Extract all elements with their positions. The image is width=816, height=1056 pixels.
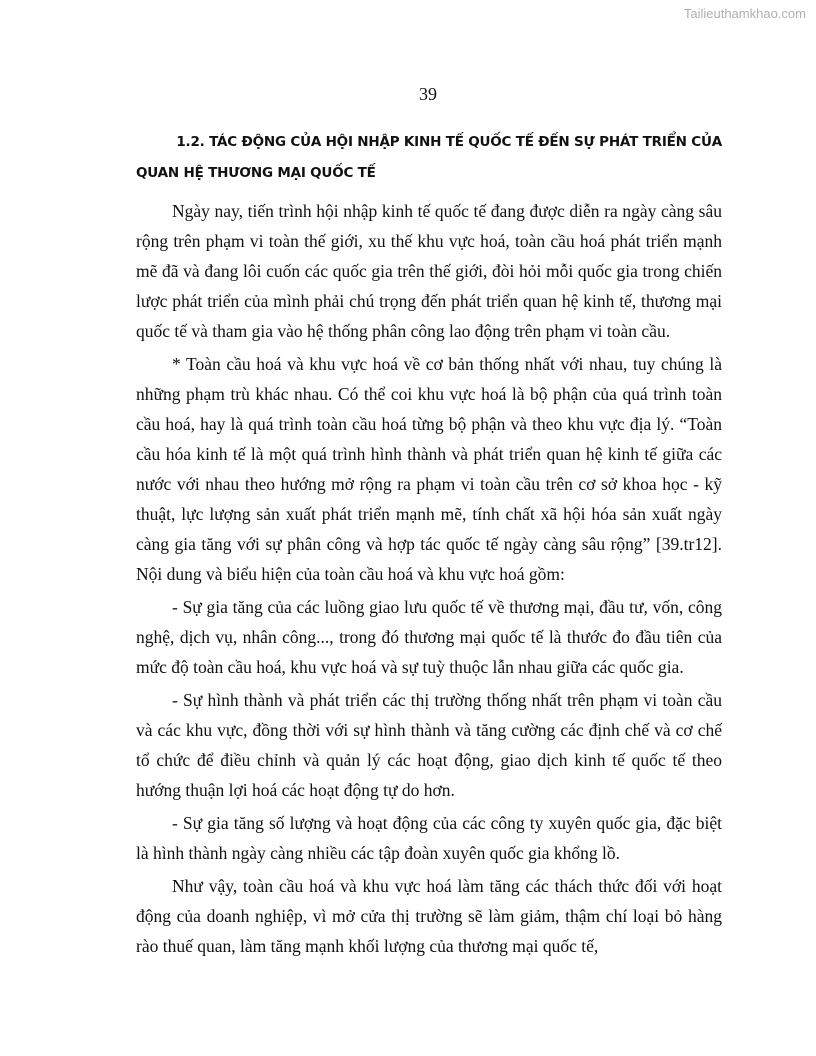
section-heading-line-1: 1.2. TÁC ĐỘNG CỦA HỘI NHẬP KINH TẾ QUỐC TẾ ĐẾN SỰ PHÁT TRIỂN CỦA (176, 134, 722, 150)
paragraph-globalization: * Toàn cầu hoá và khu vực hoá về cơ bản thống nhất với nhau, tuy chúng là những phạm trù khác nhau. Có thể coi khu vực hoá là bộ phận của quá trình toàn cầu hoá, hay là quá trình toàn cầu hoá từng bộ phận và theo khu vực địa lý. “Toàn cầu hóa kinh tế là một quá trình hình thành và phát triển quan hệ kinh tế giữa các nước với nhau theo hướng mở rộng ra phạm vi toàn cầu trên cơ sở khoa học - kỹ thuật, lực lượng sản xuất phát triển mạnh mẽ, tính chất xã hội hóa sản xuất ngày càng gia tăng với sự phân công và hợp tác quốc tế ngày càng sâu rộng” [39.tr12]. Nội dung và biểu hiện của toàn cầu hoá và khu vực hoá gồm: (136, 354, 722, 584)
paragraph-conclusion: Như vậy, toàn cầu hoá và khu vực hoá làm tăng các thách thức đối với hoạt động của doanh nghiệp, vì mở cửa thị trường sẽ làm giảm, thậm chí loại bỏ hàng rào thuế quan, làm tăng mạnh khối lượng của thương mại quốc tế, (136, 876, 722, 956)
paragraph-intro: Ngày nay, tiến trình hội nhập kinh tế quốc tế đang được diễn ra ngày càng sâu rộng trên phạm vi toàn thế giới, xu thế khu vực hoá, toàn cầu hoá phát triển mạnh mẽ đã và đang lôi cuốn các quốc gia trên thế giới, đòi hỏi mỗi quốc gia trong chiến lược phát triển của mình phải chú trọng đến phát triển quan hệ kinh tế, thương mại quốc tế và tham gia vào hệ thống phân công lao động trên phạm vi toàn cầu. (136, 201, 722, 341)
page-number: 39 (419, 84, 437, 104)
body-text (136, 196, 722, 961)
paragraph-bullet-multinationals: - Sự gia tăng số lượng và hoạt động của các công ty xuyên quốc gia, đặc biệt là hình thành ngày càng nhiều các tập đoàn xuyên quốc gia khổng lồ. (136, 813, 722, 863)
paragraph-bullet-trade-flows: - Sự gia tăng của các luồng giao lưu quốc tế về thương mại, đầu tư, vốn, công nghệ, dịch vụ, nhân công..., trong đó thương mại quốc tế là thước đo đầu tiên của mức độ toàn cầu hoá, khu vực hoá và sự tuỳ thuộc lẫn nhau giữa các quốc gia. (136, 597, 722, 677)
section-heading-line-2: QUAN HỆ THƯƠNG MẠI QUỐC TẾ (136, 165, 376, 181)
paragraph-bullet-markets: - Sự hình thành và phát triển các thị trường thống nhất trên phạm vi toàn cầu và các khu vực, đồng thời với sự hình thành và tăng cường các định chế và cơ chế tổ chức để điều chỉnh và quản lý các hoạt động, giao dịch kinh tế quốc tế theo hướng thuận lợi hoá các hoạt động tự do hơn. (136, 690, 722, 800)
watermark: Tailieuthamkhao.com (683, 6, 806, 21)
